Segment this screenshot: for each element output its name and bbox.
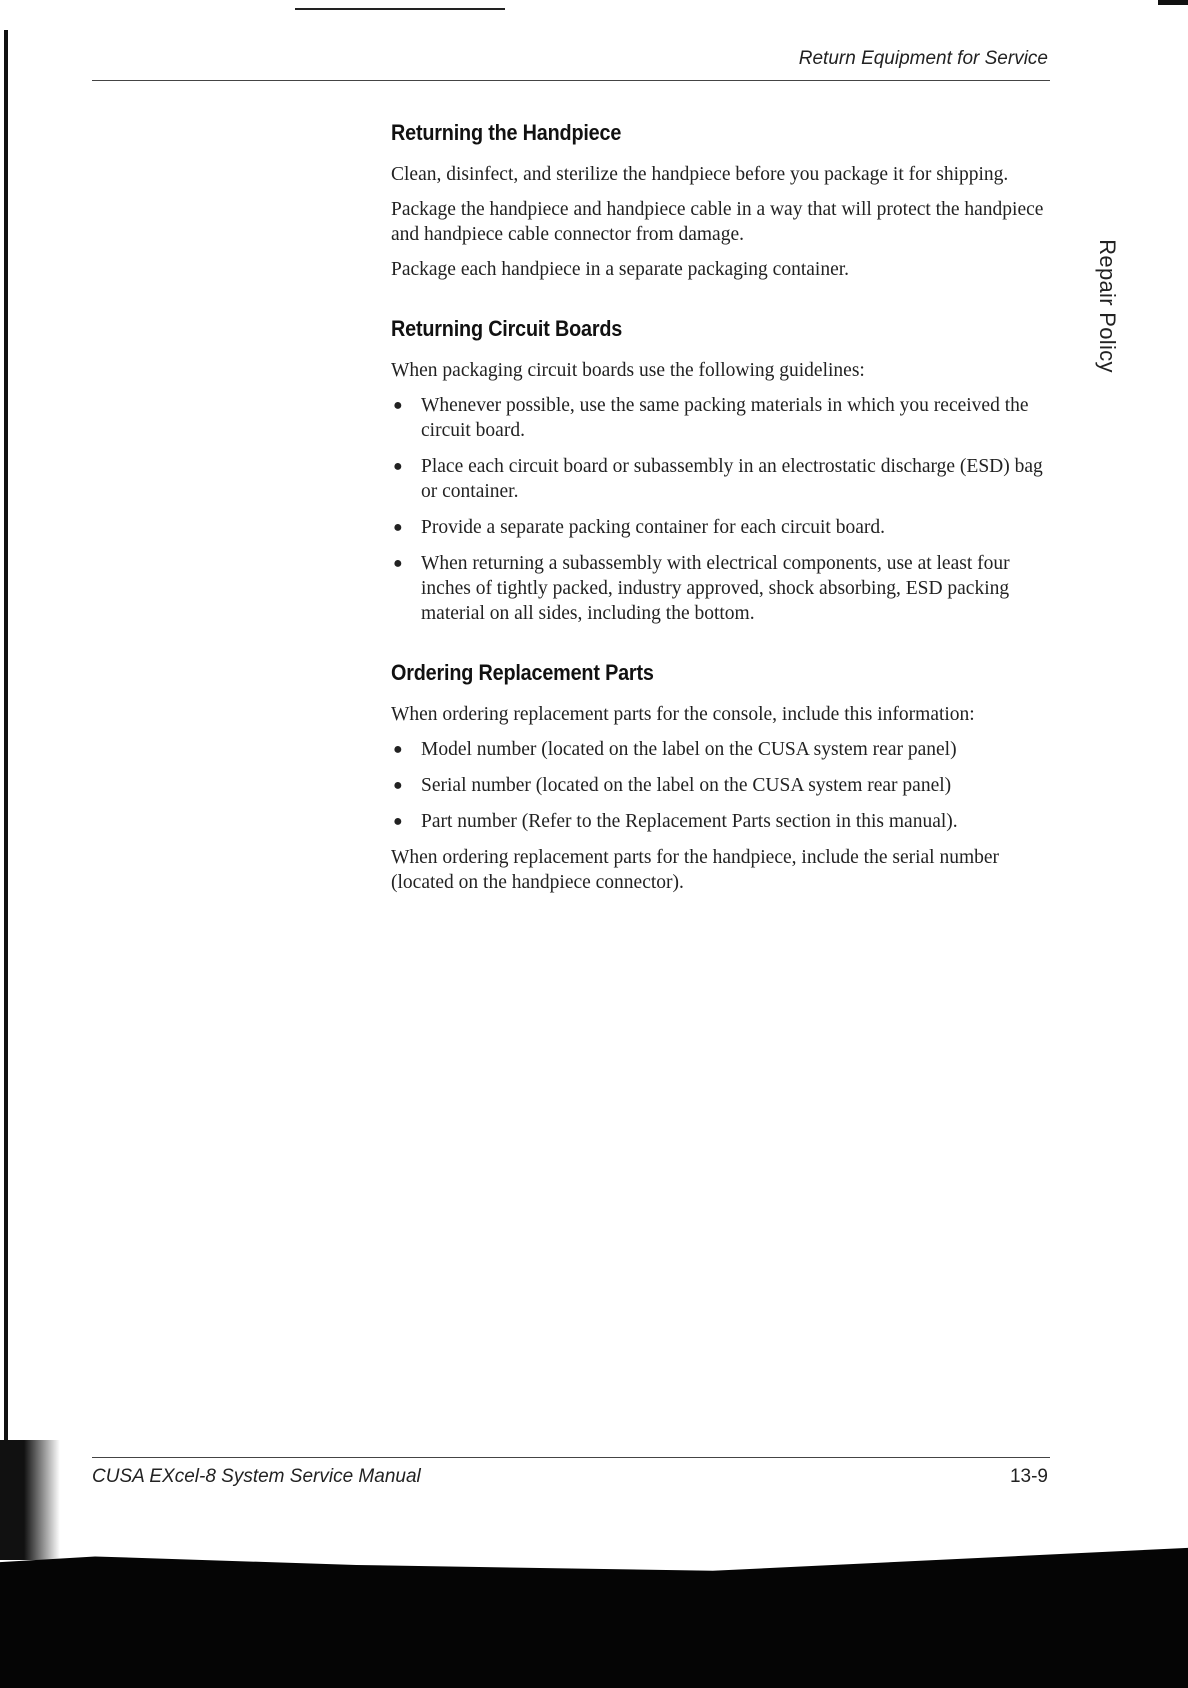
paragraph: When ordering replacement parts for the handpiece, include the serial number (located on the handpiece connector).: [391, 847, 1000, 893]
running-header: Return Equipment for Service: [798, 48, 1048, 69]
page-number: 13-9: [1009, 1466, 1048, 1487]
list-item-text: Part number (Refer to the Replacement Parts section in this manual).: [421, 811, 958, 832]
list-item: [391, 737, 1051, 762]
page-content: [391, 120, 1051, 929]
side-tab: [1082, 236, 1132, 376]
side-tab-label: Repair Policy: [1095, 239, 1120, 373]
list-item: [391, 515, 1051, 540]
bullet-icon: ●: [393, 813, 403, 830]
scan-edge-bottom: [0, 1545, 1188, 1688]
list-item: [391, 773, 1051, 798]
bullet-icon: ●: [393, 777, 403, 794]
section-heading: Ordering Replacement Parts: [391, 660, 654, 685]
section-returning-circuit-boards: [391, 316, 1051, 626]
header-rule: [92, 80, 1050, 81]
paragraph: When packaging circuit boards use the following guidelines:: [391, 360, 865, 381]
scan-edge-left-shadow: [0, 1440, 60, 1560]
list-item: [391, 551, 1051, 626]
list-item: [391, 809, 1051, 834]
list-item-text: When returning a subassembly with electrical components, use at least four inches of tightly packed, industry approved, shock absorbing, ESD packing material on all sides, including the bottom.: [421, 553, 1010, 624]
list-item-text: Model number (located on the label on the CUSA system rear panel): [421, 739, 957, 760]
footer-manual-title: CUSA EXcel-8 System Service Manual: [92, 1466, 421, 1487]
scan-mark-top: [295, 8, 505, 10]
list-item-text: Whenever possible, use the same packing materials in which you received the circuit board.: [421, 395, 1029, 441]
section-returning-handpiece: [391, 120, 1051, 282]
bullet-icon: ●: [393, 741, 403, 758]
list-item: [391, 454, 1051, 504]
paragraph: Package the handpiece and handpiece cable in a way that will protect the handpiece and handpiece cable connector from damage.: [391, 199, 1044, 245]
bullet-icon: ●: [393, 458, 403, 475]
bullet-icon: ●: [393, 519, 403, 536]
section-heading: Returning the Handpiece: [391, 120, 622, 145]
paragraph: When ordering replacement parts for the console, include this information:: [391, 704, 975, 725]
paragraph: Clean, disinfect, and sterilize the handpiece before you package it for shipping.: [391, 164, 1009, 185]
paragraph: Package each handpiece in a separate packaging container.: [391, 259, 850, 280]
section-ordering-replacement-parts: [391, 660, 1051, 895]
bullet-icon: ●: [393, 555, 403, 572]
list-item-text: Place each circuit board or subassembly in an electrostatic discharge (ESD) bag or container.: [421, 456, 1043, 502]
bullet-icon: ●: [393, 397, 403, 414]
bullet-list: [391, 393, 1051, 626]
list-item-text: Provide a separate packing container for each circuit board.: [421, 517, 885, 538]
bullet-list: [391, 737, 1051, 834]
scan-mark-top-right: [1158, 0, 1188, 5]
list-item-text: Serial number (located on the label on the CUSA system rear panel): [421, 775, 952, 796]
list-item: [391, 393, 1051, 443]
footer-rule: [92, 1457, 1050, 1458]
section-heading: Returning Circuit Boards: [391, 316, 623, 341]
scan-edge-left: [4, 30, 8, 1450]
